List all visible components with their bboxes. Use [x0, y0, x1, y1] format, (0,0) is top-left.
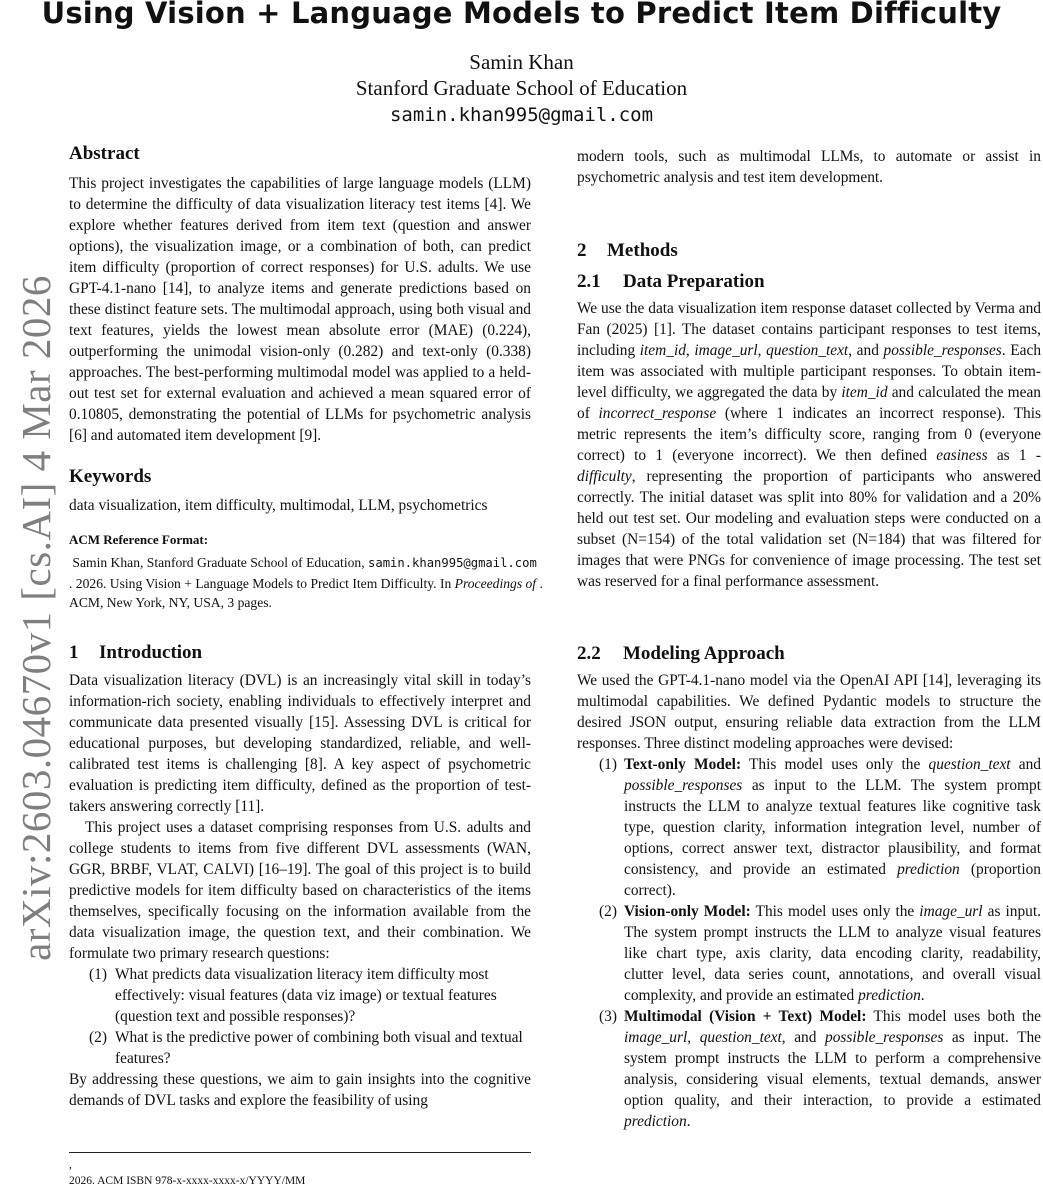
- acm-line3: . ACM, New York, NY, USA, 3 pages.: [69, 575, 543, 610]
- question-text: What is the predictive power of combining both visual and textual features?: [115, 1028, 523, 1067]
- intro-number: 1: [69, 641, 79, 663]
- term-difficulty: difficulty: [577, 468, 632, 485]
- model-item-vision-only: (2) Vision-only Model: This model uses only the image_url as input. The system prompt instructs the LLM to analyze visual features like chart type, axis clarity, data encoding clarity, readability, clutter level, data series count, annotations, and overall visual complexity, and provide an estimated prediction.: [599, 903, 1041, 1004]
- model-label: Vision-only Model:: [624, 903, 751, 920]
- acm-proceedings: Proceedings of: [454, 575, 537, 591]
- model-label: Text-only Model:: [624, 756, 742, 773]
- field-item-id: item_id: [841, 384, 888, 401]
- author-email: samin.khan995@gmail.com: [389, 104, 654, 126]
- methods-number: 2: [577, 240, 587, 261]
- acm-reference-heading: ACM Reference Format:: [69, 532, 209, 547]
- model-list: [577, 754, 1041, 1132]
- modeling-number: 2.2: [577, 643, 601, 664]
- left-column: [69, 142, 543, 1111]
- methods-heading: [577, 239, 1041, 263]
- field-item-id: item_id: [639, 342, 686, 359]
- keywords-text: data visualization, item difficulty, multimodal, LLM, psychometrics: [69, 497, 488, 514]
- intro-paragraph-1: Data visualization literacy (DVL) is an increasingly vital skill in today’s information-rich society, enabling individuals to effectively interpret and communicate data presented visually [15]. Assessing DVL is critical for educational purposes, but developing standardized, reliable, and well-calibrated test items is challenging [8]. A key aspect of psychometric evaluation is predicting item difficulty, defined as the proportion of test-takers answering correctly [11].: [69, 671, 531, 815]
- abstract-text: This project investigates the capabilities of large language models (LLM) to determine the difficulty of data visualization literacy test items [4]. We explore whether features derived from item text (question and answer options), the visualization image, or a combination of both, can predict item difficulty (proportion of correct responses) for U.S. adults. We use GPT-4.1-nano [14], to analyze items and generate predictions based on these distinct feature sets. The multimodal approach, using both visual and text features, yields the lowest mean absolute error (MAE) (0.224), outperforming the unimodal vision-only (0.282) and text-only (0.338) approaches. The best-performing multimodal model was applied to a held-out test set for external evaluation and achieved a mean squared error of 0.10805, demonstrating the potential of LLMs for psychometric analysis [6] and automated item development [9].: [69, 175, 531, 444]
- acm-email[interactable]: samin.khan995@gmail.com: [368, 556, 537, 570]
- question-text: What predicts data visualization literacy item difficulty most effectively: visual features (data viz image) or textual features (question text and possible responses)?: [115, 965, 497, 1025]
- footnote-text: 2026. ACM ISBN 978-x-xxxx-xxxx-x/YYYY/MM: [69, 1175, 306, 1187]
- acm-line1: Samin Khan, Stanford Graduate School of Education,: [72, 555, 369, 570]
- model-label: Multimodal (Vision + Text) Model:: [624, 1008, 867, 1025]
- keywords-heading: Keywords: [69, 466, 152, 487]
- data-prep-paragraph: We use the data visualization item response dataset collected by Verma and Fan (2025) [1]. The dataset contains participant responses to test items, including item_id, image_url, question_text, and possible_responses. Each item was associated with multiple participant responses. To obtain item-level difficulty, we aggregated the data by item_id and calculated the mean of incorrect_response (where 1 indicates an incorrect response). This metric represents the item’s difficulty score, ranging from 0 (everyone correct) to 1 (everyone incorrect). We then defined easiness as 1 - difficulty, representing the proportion of participants who answered correctly. The initial dataset was split into 80% for validation and a 20% held out test set. Our modeling and evaluation steps were conducted on a subset (N=154) of the total validation set (N=184) that was filtered for images that were PNGs for convenience of image processing. The test set was reserved for a final performance assessment.: [577, 300, 1042, 590]
- question-number: (1): [89, 965, 107, 983]
- intro-paragraph-3-continued: modern tools, such as multimodal LLMs, to automate or assist in psychometric analysis and test item development.: [577, 148, 1041, 186]
- acm-line2: . 2026. Using Vision + Language Models to Predict Item Difficulty. In: [69, 575, 455, 591]
- question-number: (2): [89, 1028, 107, 1046]
- footnote-mark: ,: [69, 1159, 72, 1171]
- arxiv-stamp: arXiv:2603.04670v1 [cs.AI] 4 Mar 2026: [13, 275, 59, 961]
- model-item-text-only: (1) Text-only Model: This model uses only the question_text and possible_responses as input to the LLM. The system prompt instructs the LLM to analyze textual features like cognitive task type, question clarity, information integration level, number of options, correct answer text, distractor plausibility, and format consistency, and provide an estimated prediction (proportion correct).: [599, 756, 1041, 899]
- data-prep-heading: [577, 270, 1041, 294]
- paper-title: Using Vision + Language Models to Predict Item Difficulty: [41, 0, 1002, 30]
- data-prep-title: Data Preparation: [623, 271, 765, 292]
- term-easiness: easiness: [936, 447, 988, 464]
- modeling-heading: [577, 642, 1041, 666]
- methods-title: Methods: [607, 240, 678, 261]
- author-name: Samin Khan: [469, 50, 574, 74]
- research-question: [69, 1027, 531, 1069]
- intro-title: Introduction: [99, 641, 203, 663]
- field-image-url: image_url: [694, 342, 758, 359]
- field-possible-responses: possible_responses: [883, 342, 1002, 359]
- intro-paragraph-3: By addressing these questions, we aim to gain insights into the cognitive demands of DVL tasks and explore the feasibility of using: [69, 1070, 531, 1109]
- field-question-text: question_text: [766, 342, 849, 359]
- modeling-title: Modeling Approach: [623, 643, 785, 664]
- field-incorrect-response: incorrect_response: [598, 405, 717, 422]
- intro-heading: [69, 641, 531, 665]
- research-question: [69, 964, 531, 1027]
- author-affiliation: Stanford Graduate School of Education: [355, 76, 688, 100]
- abstract-heading: Abstract: [69, 143, 140, 164]
- model-item-multimodal: (3) Multimodal (Vision + Text) Model: This model uses both the image_url, question_text, and possible_responses as input. The system prompt instructs the LLM to perform a comprehensive analysis, considering visual elements, textual demands, answer option quality, and their interaction, to provide a estimated prediction.: [599, 1008, 1042, 1130]
- data-prep-number: 2.1: [577, 271, 601, 292]
- footnote-rule: [69, 1152, 531, 1153]
- modeling-intro: We used the GPT-4.1-nano model via the OpenAI API [14], leveraging its multimodal capabilities. We defined Pydantic models to structure the desired JSON output, ensuring reliable data extraction from the LLM responses. Three distinct modeling approaches were devised:: [577, 672, 1041, 752]
- right-column: [577, 146, 1041, 1132]
- acm-reference-text: [69, 553, 569, 613]
- research-questions: [69, 964, 531, 1069]
- intro-paragraph-2: This project uses a dataset comprising responses from U.S. adults and college students to items from five different DVL assessments (WAN, GGR, BRBF, VLAT, CALVI) [16–19]. The goal of this project is to build predictive models for item difficulty based on characteristics of the items themselves, specifically focusing on the information available from the data visualization image, the question text, and their combination. We formulate two primary research questions:: [69, 818, 531, 962]
